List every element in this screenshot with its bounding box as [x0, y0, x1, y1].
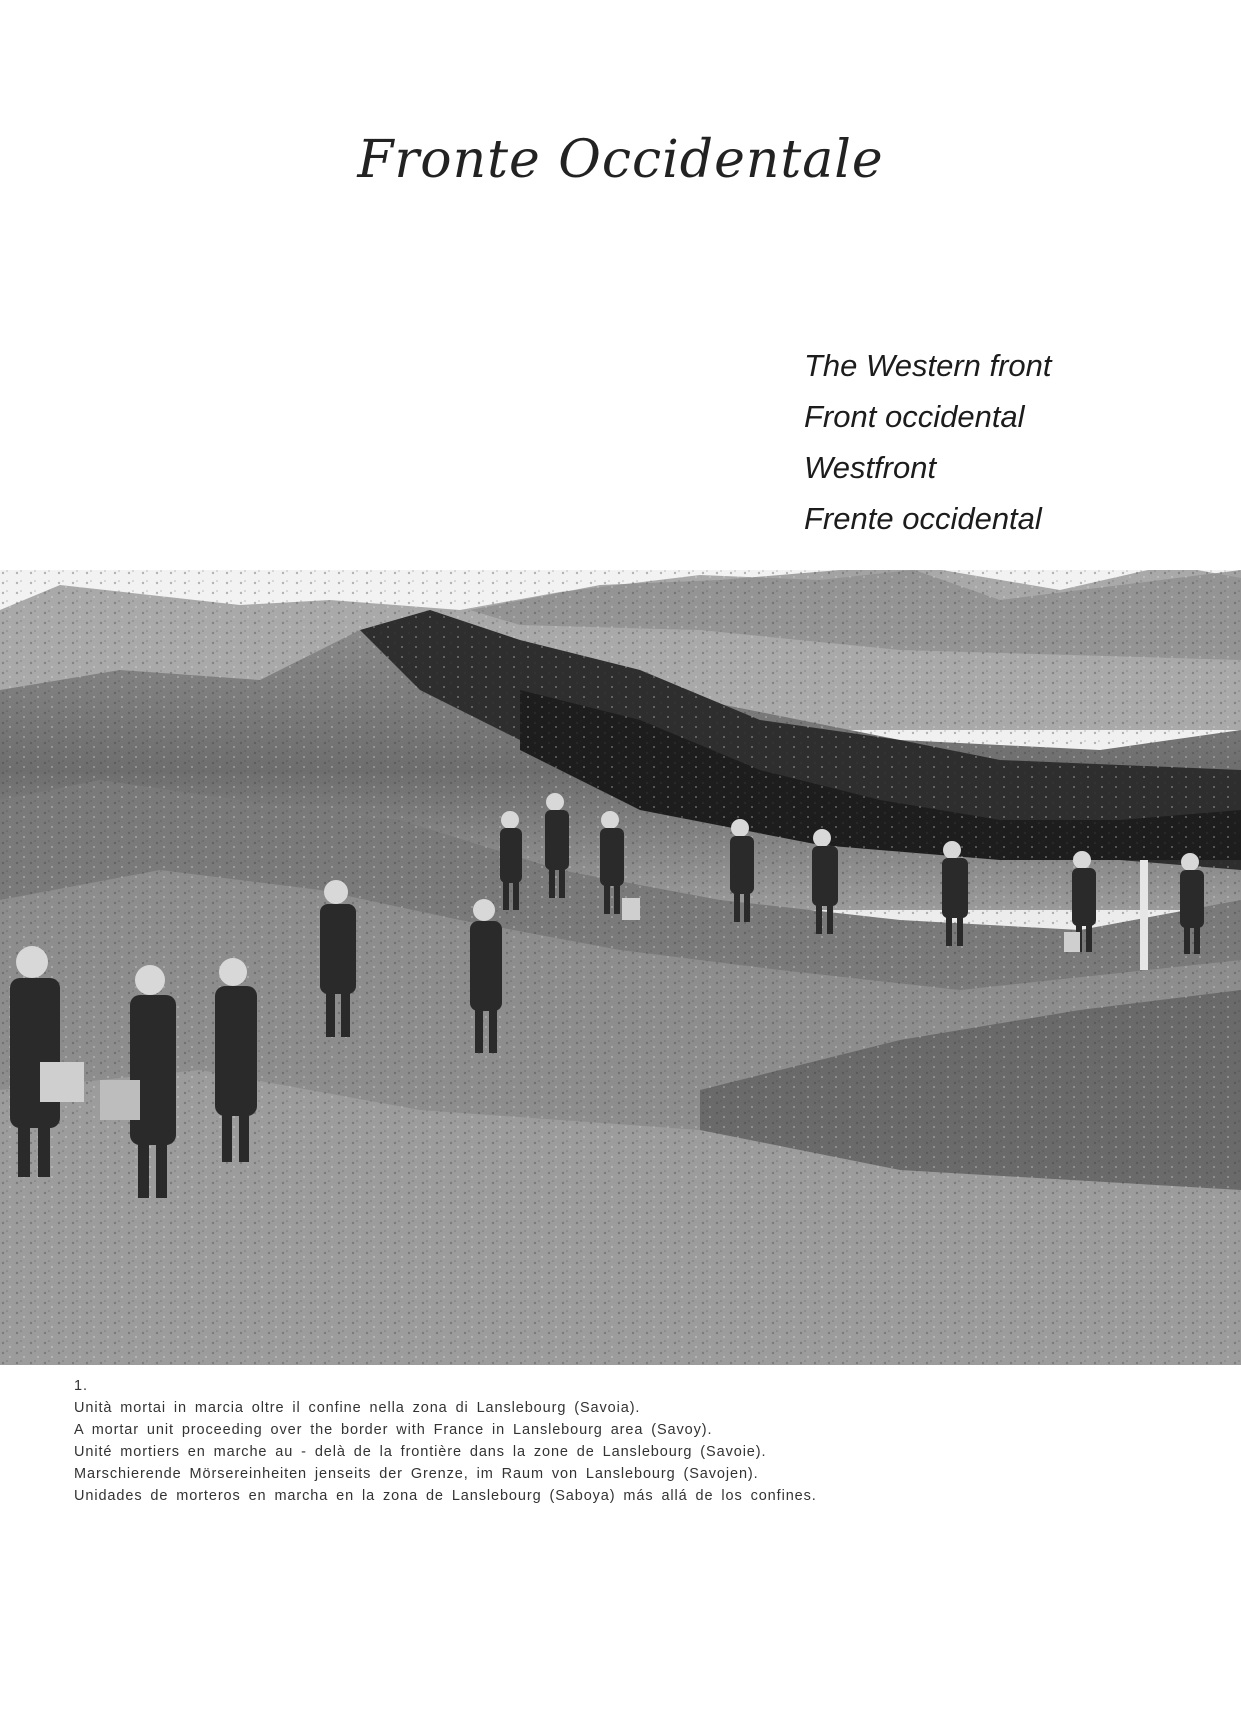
- mountain-soldiers-photo: [0, 570, 1241, 1365]
- caption-line-italian: Unità mortai in marcia oltre il confine nella zona di Lanslebourg (Savoia).: [74, 1400, 641, 1416]
- caption-line-english: A mortar unit proceeding over the border with France in Lanslebourg area (Savoy).: [74, 1422, 713, 1438]
- page-title: Fronte Occidentale: [357, 130, 884, 190]
- photo-caption: [74, 1375, 817, 1507]
- subtitle-english: The Western front: [804, 348, 1052, 383]
- caption-line-french: Unité mortiers en marche au - delà de la frontière dans la zone de Lanslebourg (Savoie).: [74, 1444, 767, 1460]
- subtitle-list: [804, 340, 1052, 544]
- subtitle-french: Front occidental: [804, 399, 1025, 434]
- subtitle-spanish: Frente occidental: [804, 501, 1042, 536]
- caption-line-spanish: Unidades de morteros en marcha en la zona de Lanslebourg (Saboya) más allá de los confines.: [74, 1488, 817, 1504]
- caption-number: 1.: [74, 1378, 88, 1394]
- caption-line-german: Marschierende Mörsereinheiten jenseits der Grenze, im Raum von Lanslebourg (Savojen).: [74, 1466, 759, 1482]
- subtitle-german: Westfront: [804, 450, 937, 485]
